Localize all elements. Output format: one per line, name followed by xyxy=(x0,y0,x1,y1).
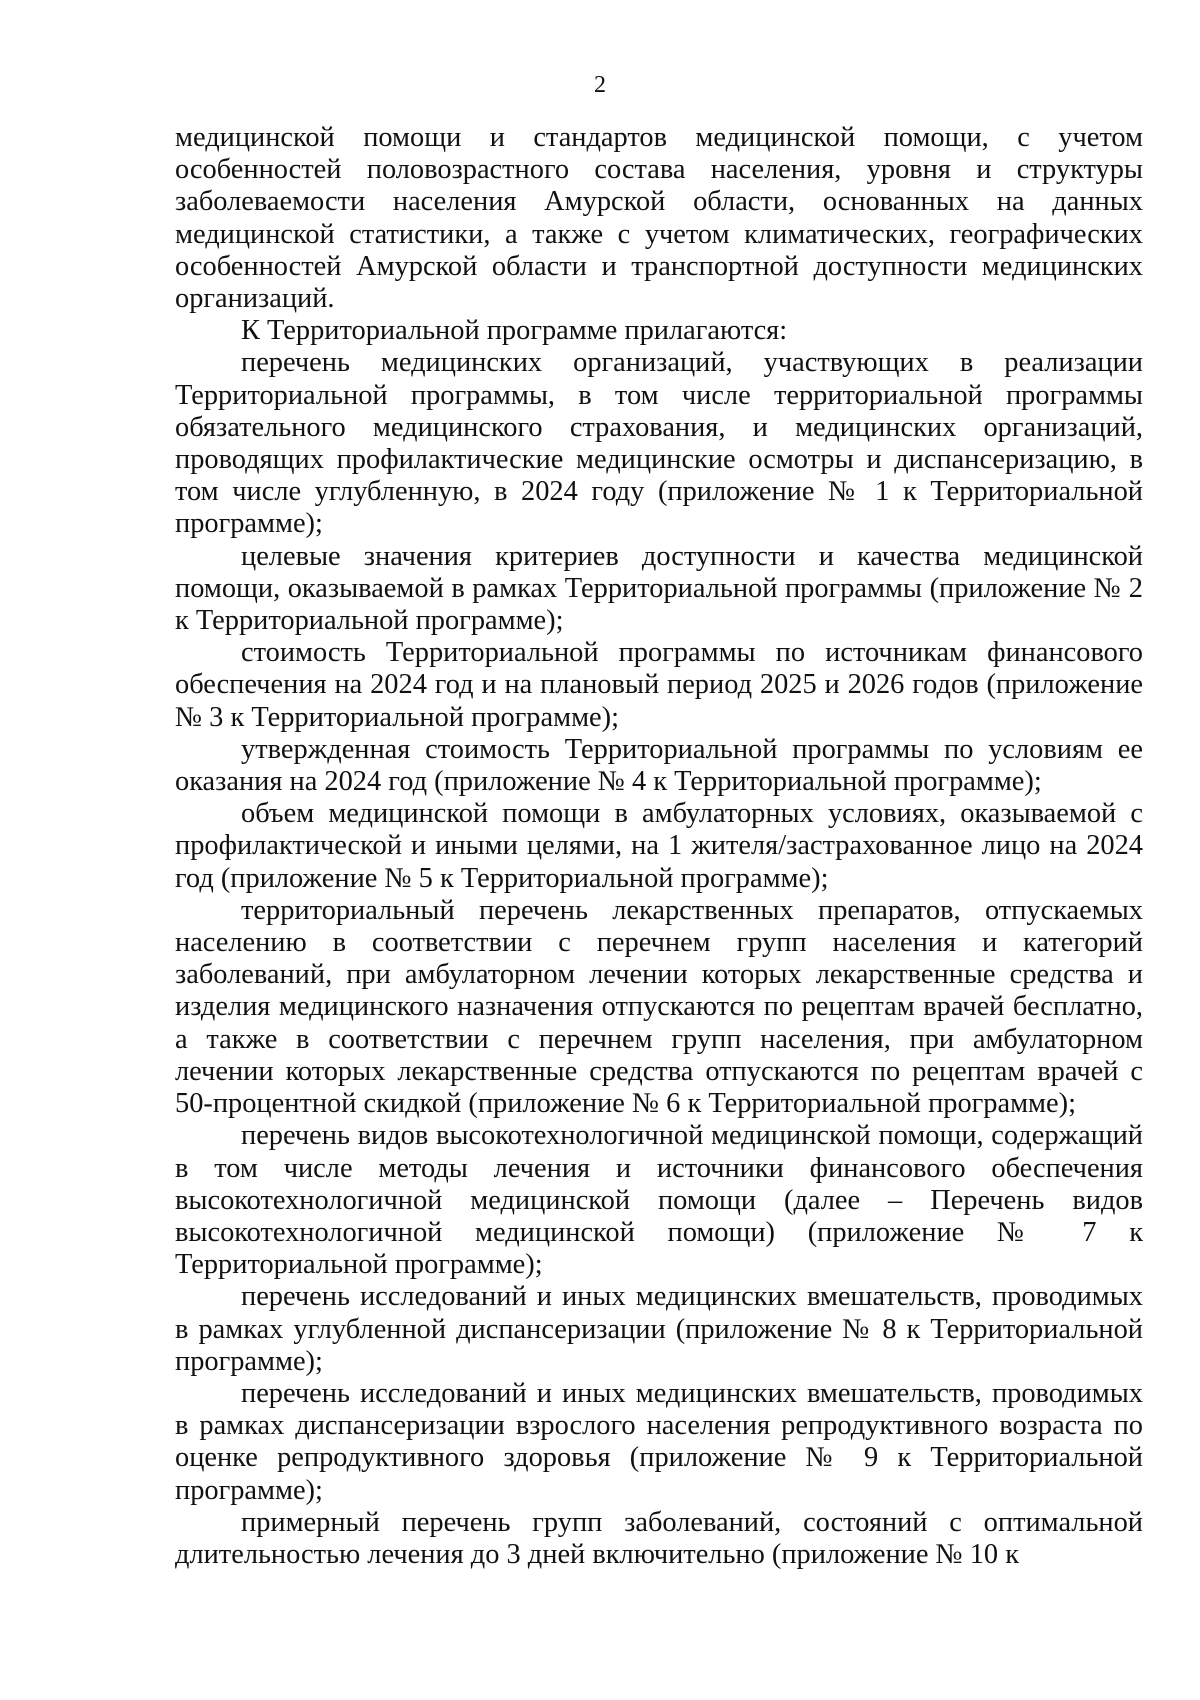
paragraph-appendix-2: целевые значения критериев доступности и качества медицинской помощи, оказываемой в рамках Территориальной программы (приложение № 2 к Территориальной программе); xyxy=(175,540,1143,637)
paragraph-appendix-4: утвержденная стоимость Территориальной программы по условиям ее оказания на 2024 год (приложение № 4 к Территориальной программе); xyxy=(175,733,1143,798)
paragraph-appendix-9: перечень исследований и иных медицинских вмешательств, проводимых в рамках диспансеризации взрослого населения репродуктивного возраста по оценке репродуктивного здоровья (приложение № 9 к Территориальной программе); xyxy=(175,1377,1143,1506)
paragraph-appendix-6: территориальный перечень лекарственных препаратов, отпускаемых населению в соответствии с перечнем групп населения и категорий заболеваний, при амбулаторном лечении которых лекарственные средства и изделия медицинского назначения отпускаются по рецептам врачей бесплатно, а также в соответствии с перечнем групп населения, при амбулаторном лечении которых лекарственные средства отпускаются по рецептам врачей с 50-процентной скидкой (приложение № 6 к Территориальной программе); xyxy=(175,894,1143,1120)
document-body xyxy=(175,122,1143,1571)
paragraph-intro-continuation: медицинской помощи и стандартов медицинской помощи, с учетом особенностей половозрастного состава населения, уровня и структуры заболеваемости населения Амурской области, основанных на данных медицинской статистики, а также с учетом климатических, географических особенностей Амурской области и транспортной доступности медицинских организаций. xyxy=(175,122,1143,315)
paragraph-appendix-3: стоимость Территориальной программы по источникам финансового обеспечения на 2024 год и на плановый период 2025 и 2026 годов (приложение № 3 к Территориальной программе); xyxy=(175,637,1143,733)
page-number: 2 xyxy=(594,72,606,98)
paragraph-appendix-1: перечень медицинских организаций, участвующих в реализации Территориальной программы, в том числе территориальной программы обязательного медицинского страхования, и медицинских организаций, проводящих профилактические медицинские осмотры и диспансеризацию, в том числе углубленную, в 2024 году (приложение № 1 к Территориальной программе); xyxy=(175,347,1143,540)
paragraph-attachments-heading: К Территориальной программе прилагаются: xyxy=(241,315,788,347)
paragraph-appendix-10: примерный перечень групп заболеваний, состояний с оптимальной длительностью лечения до 3 дней включительно (приложение № 10 к xyxy=(175,1506,1143,1570)
paragraph-appendix-7: перечень видов высокотехнологичной медицинской помощи, содержащий в том числе методы лечения и источники финансового обеспечения высокотехнологичной медицинской помощи (далее – Перечень видов высокотехнологичной медицинской помощи) (приложение № 7 к Территориальной программе); xyxy=(175,1120,1143,1281)
paragraph-appendix-5: объем медицинской помощи в амбулаторных условиях, оказываемой с профилактической и иными целями, на 1 жителя/застрахованное лицо на 2024 год (приложение № 5 к Территориальной программе); xyxy=(175,798,1143,894)
paragraph-appendix-8: перечень исследований и иных медицинских вмешательств, проводимых в рамках углубленной диспансеризации (приложение № 8 к Территориальной программе); xyxy=(175,1281,1143,1377)
